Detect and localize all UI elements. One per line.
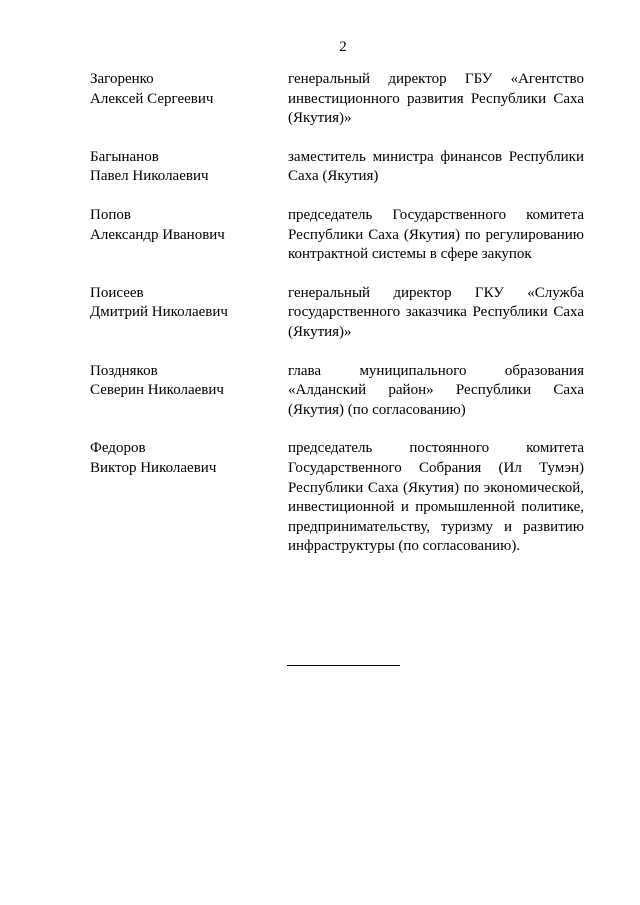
member-row	[90, 439, 584, 557]
end-of-list-rule	[287, 665, 400, 666]
member-given-names: Дмитрий Николаевич	[90, 304, 228, 321]
member-position: генеральный директор ГКУ «Служба государственного заказчика Республики Саха (Якутия)»	[288, 284, 584, 340]
member-row	[90, 148, 584, 187]
member-name	[90, 439, 288, 557]
member-given-names: Алексей Сергеевич	[90, 90, 214, 107]
member-row	[90, 206, 584, 265]
member-name	[90, 284, 288, 343]
member-surname: Багынанов	[90, 148, 159, 165]
member-surname: Поздняков	[90, 362, 158, 379]
member-surname: Загоренко	[90, 71, 154, 87]
member-position: глава муниципального образования «Алданский район» Республики Саха (Якутия) (по согласованию)	[288, 362, 584, 418]
member-position: генеральный директор ГБУ «Агентство инвестиционного развития Республики Саха (Якутия)»	[288, 71, 584, 127]
member-position: председатель Государственного комитета Республики Саха (Якутия) по регулированию контрактной системы в сфере закупок	[288, 206, 584, 263]
member-surname: Поисеев	[90, 284, 144, 301]
member-position: заместитель министра финансов Республики Саха (Якутия)	[288, 148, 584, 185]
member-row	[90, 284, 584, 343]
member-given-names: Павел Николаевич	[90, 168, 209, 185]
member-given-names: Виктор Николаевич	[90, 459, 217, 476]
members-list	[90, 70, 584, 576]
member-name	[90, 362, 288, 421]
member-surname: Попов	[90, 206, 131, 223]
member-name	[90, 70, 288, 129]
member-given-names: Северин Николаевич	[90, 382, 224, 399]
member-row	[90, 362, 584, 421]
page-number: 2	[339, 39, 347, 55]
member-row	[90, 70, 584, 129]
member-name	[90, 148, 288, 187]
member-surname: Федоров	[90, 440, 146, 457]
member-given-names: Александр Иванович	[90, 226, 225, 243]
member-position: председатель постоянного комитета Государственного Собрания (Ил Тумэн) Республики Саха (Якутия) по экономической, инвестиционной и промышленной политике, предпринимательству, туризму и развитию инфраструктуры (по согласованию).	[288, 440, 584, 555]
member-name	[90, 206, 288, 265]
